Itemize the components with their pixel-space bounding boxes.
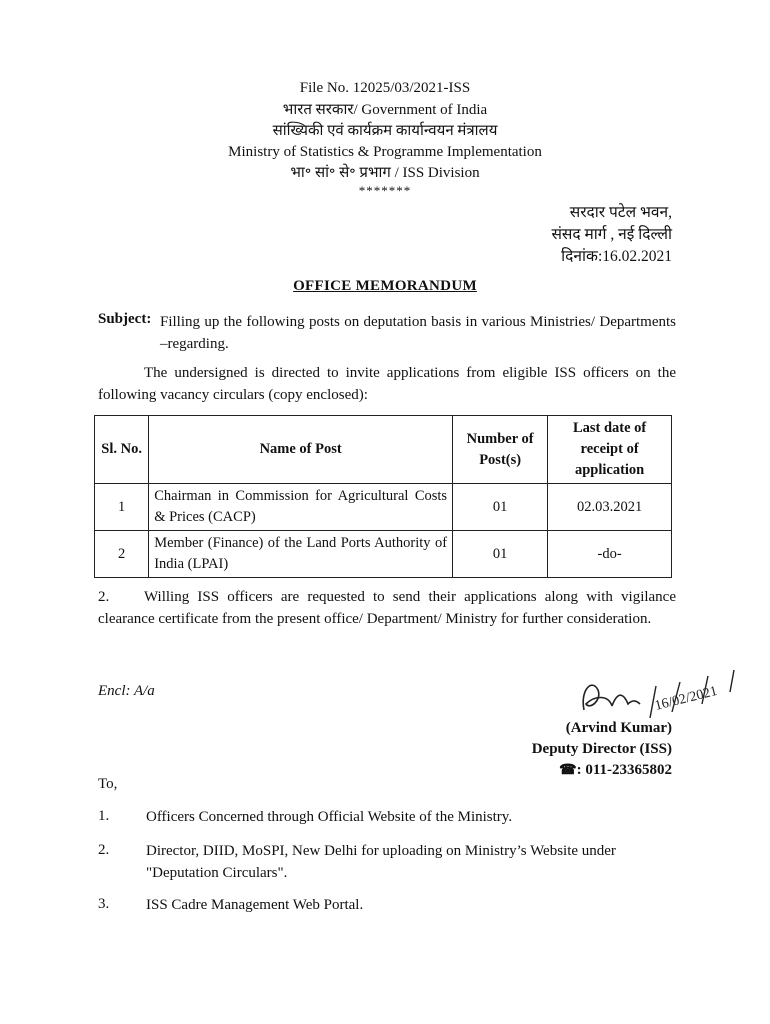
row-count: 01	[453, 484, 548, 531]
table-row	[95, 484, 672, 531]
row-post: Member (Finance) of the Land Ports Authority of India (LPAI)	[149, 531, 453, 578]
division-line: भा॰ सां॰ से॰ प्रभाग / ISS Division	[290, 165, 480, 181]
signatory-phone	[559, 760, 672, 781]
row-sl: 1	[95, 484, 149, 531]
ministry-english: Ministry of Statistics & Programme Implementation	[228, 144, 542, 160]
row-date: 02.03.2021	[548, 484, 672, 531]
signatory-designation: Deputy Director (ISS)	[531, 741, 672, 757]
recipient-text: Officers Concerned through Official Website of the Ministry.	[146, 809, 513, 825]
ministry-hindi: सांख्यिकी एवं कार्यक्रम कार्यान्वयन मंत्रालय	[272, 123, 498, 139]
header-last-date: Last date of receipt of application	[548, 416, 672, 484]
to-label: To,	[98, 776, 118, 792]
paragraph-2-number: 2.	[98, 589, 110, 605]
phone-number: : 011-23365802	[576, 762, 672, 778]
address-line-1: सरदार पटेल भवन,	[569, 204, 672, 221]
header-name-of-post: Name of Post	[149, 416, 453, 484]
header-stars: *******	[358, 183, 412, 198]
memo-date: दिनांक:16.02.2021	[561, 248, 672, 265]
paragraph-2	[98, 586, 676, 630]
recipient-number: 1.	[98, 808, 110, 824]
row-date: -do-	[548, 531, 672, 578]
government-line: भारत सरकार/ Government of India	[282, 102, 488, 118]
table-header-row	[95, 416, 672, 484]
row-count: 01	[453, 531, 548, 578]
row-post: Chairman in Commission for Agricultural Costs & Prices (CACP)	[149, 484, 453, 531]
row-sl: 2	[95, 531, 149, 578]
vacancy-table	[94, 415, 672, 578]
file-number: File No. 12025/03/2021-ISS	[299, 80, 471, 96]
address-line-2: संसद मार्ग , नई दिल्ली	[551, 226, 672, 243]
subject-label: Subject:	[98, 311, 152, 327]
header-sl-no: Sl. No.	[95, 416, 149, 484]
enclosure-note: Encl: A/a	[98, 683, 155, 699]
telephone-icon: ☎	[559, 763, 577, 778]
header-number-of-posts: Number of Post(s)	[453, 416, 548, 484]
recipient-number: 3.	[98, 896, 110, 912]
recipient-number: 2.	[98, 842, 110, 858]
recipient-text: ISS Cadre Management Web Portal.	[146, 897, 364, 913]
memo-title: OFFICE MEMORANDUM	[293, 278, 477, 294]
signature-date: 16/02/2021	[653, 683, 719, 714]
paragraph-2-text: Willing ISS officers are requested to send their applications along with vigilance clearance certificate from the present office/ Department/ Ministry for further consideration.	[98, 589, 676, 627]
signatory-name: (Arvind Kumar)	[565, 720, 672, 736]
recipient-text: Director, DIID, MoSPI, New Delhi for uploading on Ministry’s Website under "Deputation Circulars".	[146, 843, 616, 881]
subject-text: Filling up the following posts on deputation basis in various Ministries/ Departments –regarding.	[160, 314, 676, 352]
table-row	[95, 531, 672, 578]
intro-paragraph: The undersigned is directed to invite applications from eligible ISS officers on the following vacancy circulars (copy enclosed):	[98, 365, 676, 403]
